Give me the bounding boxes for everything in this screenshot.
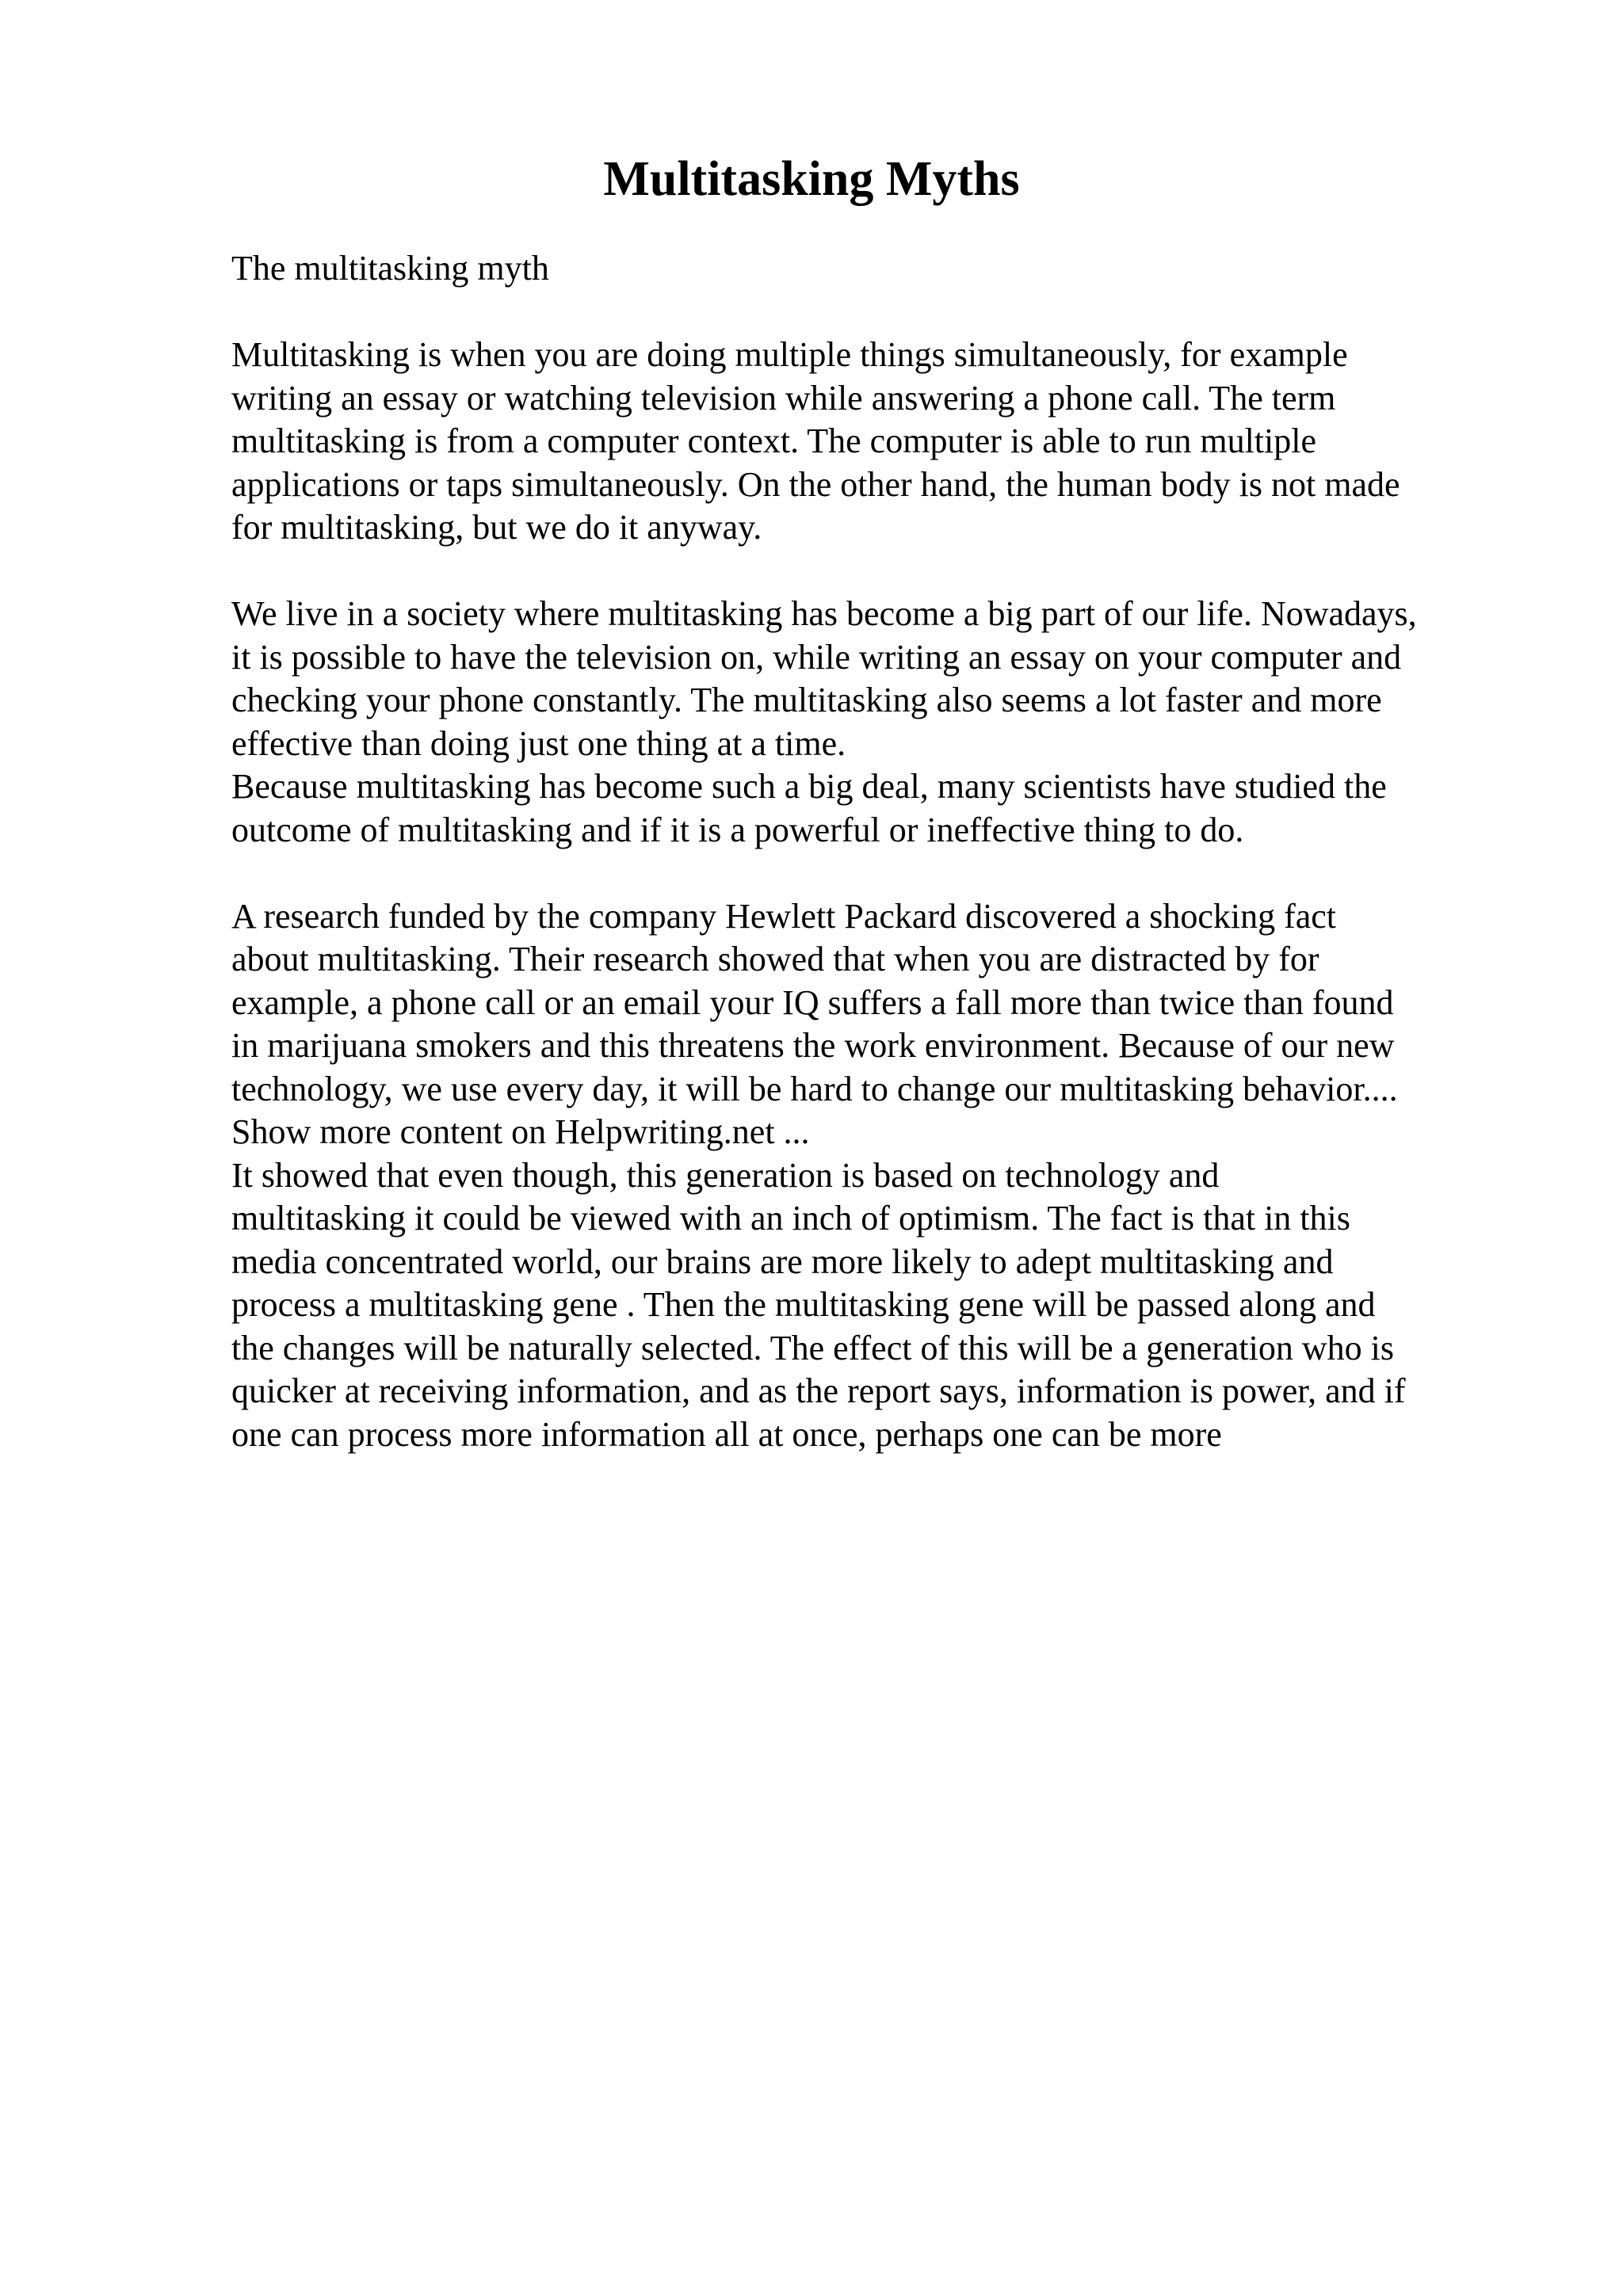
- text-line: It showed that even though, this generation is based on technology and: [231, 1155, 1220, 1195]
- text-line: Because multitasking has become such a big deal, many scientists have studied the: [231, 767, 1387, 806]
- text-line: writing an essay or watching television while answering a phone call. The term: [231, 378, 1336, 418]
- text-line: about multitasking. Their research showed that when you are distracted by for: [231, 940, 1319, 978]
- show-more-link: Show more content on Helpwriting.net ...: [231, 1112, 810, 1151]
- text-line: the changes will be naturally selected. The effect of this will be a generation who is: [231, 1328, 1394, 1367]
- text-line: media concentrated world, our brains are more likely to adept multitasking and: [231, 1241, 1334, 1281]
- text-line: Multitasking is when you are doing multiple things simultaneously, for example: [231, 335, 1348, 374]
- text-line: multitasking is from a computer context. The computer is able to run multiple: [231, 421, 1317, 460]
- paragraph-3: [231, 895, 1515, 1457]
- text-line: effective than doing just one thing at a time.: [231, 723, 846, 763]
- text-line: quicker at receiving information, and as the report says, information is power, and if: [231, 1371, 1406, 1410]
- text-line: We live in a society where multitasking has become a big part of our life. Nowadays,: [231, 594, 1417, 633]
- text-line: applications or taps simultaneously. On the other hand, the human body is not made: [231, 464, 1400, 504]
- text-line: it is possible to have the television on, while writing an essay on your computer and: [231, 637, 1402, 677]
- paragraph-2: [231, 593, 1515, 852]
- text-line: multitasking it could be viewed with an inch of optimism. The fact is that in this: [231, 1199, 1350, 1238]
- text-line: one can process more information all at once, perhaps one can be more: [231, 1414, 1222, 1454]
- text-line: outcome of multitasking and if it is a powerful or ineffective thing to do.: [231, 810, 1244, 849]
- paragraph-gap: [231, 852, 1515, 895]
- text-line: example, a phone call or an email your IQ suffers a fall more than twice than found: [231, 982, 1394, 1022]
- text-line: A research funded by the company Hewlett Packard discovered a shocking fact: [231, 896, 1337, 936]
- text-line: technology, we use every day, it will be hard to change our multitasking behavior....: [231, 1069, 1398, 1108]
- paragraph-gap: [231, 550, 1515, 593]
- section-heading: The multitasking myth: [231, 249, 549, 288]
- text-line: checking your phone constantly. The multitasking also seems a lot faster and more: [231, 681, 1382, 719]
- paragraph-1: [231, 334, 1515, 550]
- text-line: for multitasking, but we do it anyway.: [231, 508, 762, 547]
- paragraph-gap: [231, 291, 1515, 334]
- page-title: Multitasking Myths: [603, 152, 1020, 206]
- document-body: [231, 247, 1515, 1456]
- text-line: process a multitasking gene . Then the multitasking gene will be passed along and: [231, 1285, 1376, 1324]
- text-line: in marijuana smokers and this threatens the work environment. Because of our new: [231, 1026, 1395, 1065]
